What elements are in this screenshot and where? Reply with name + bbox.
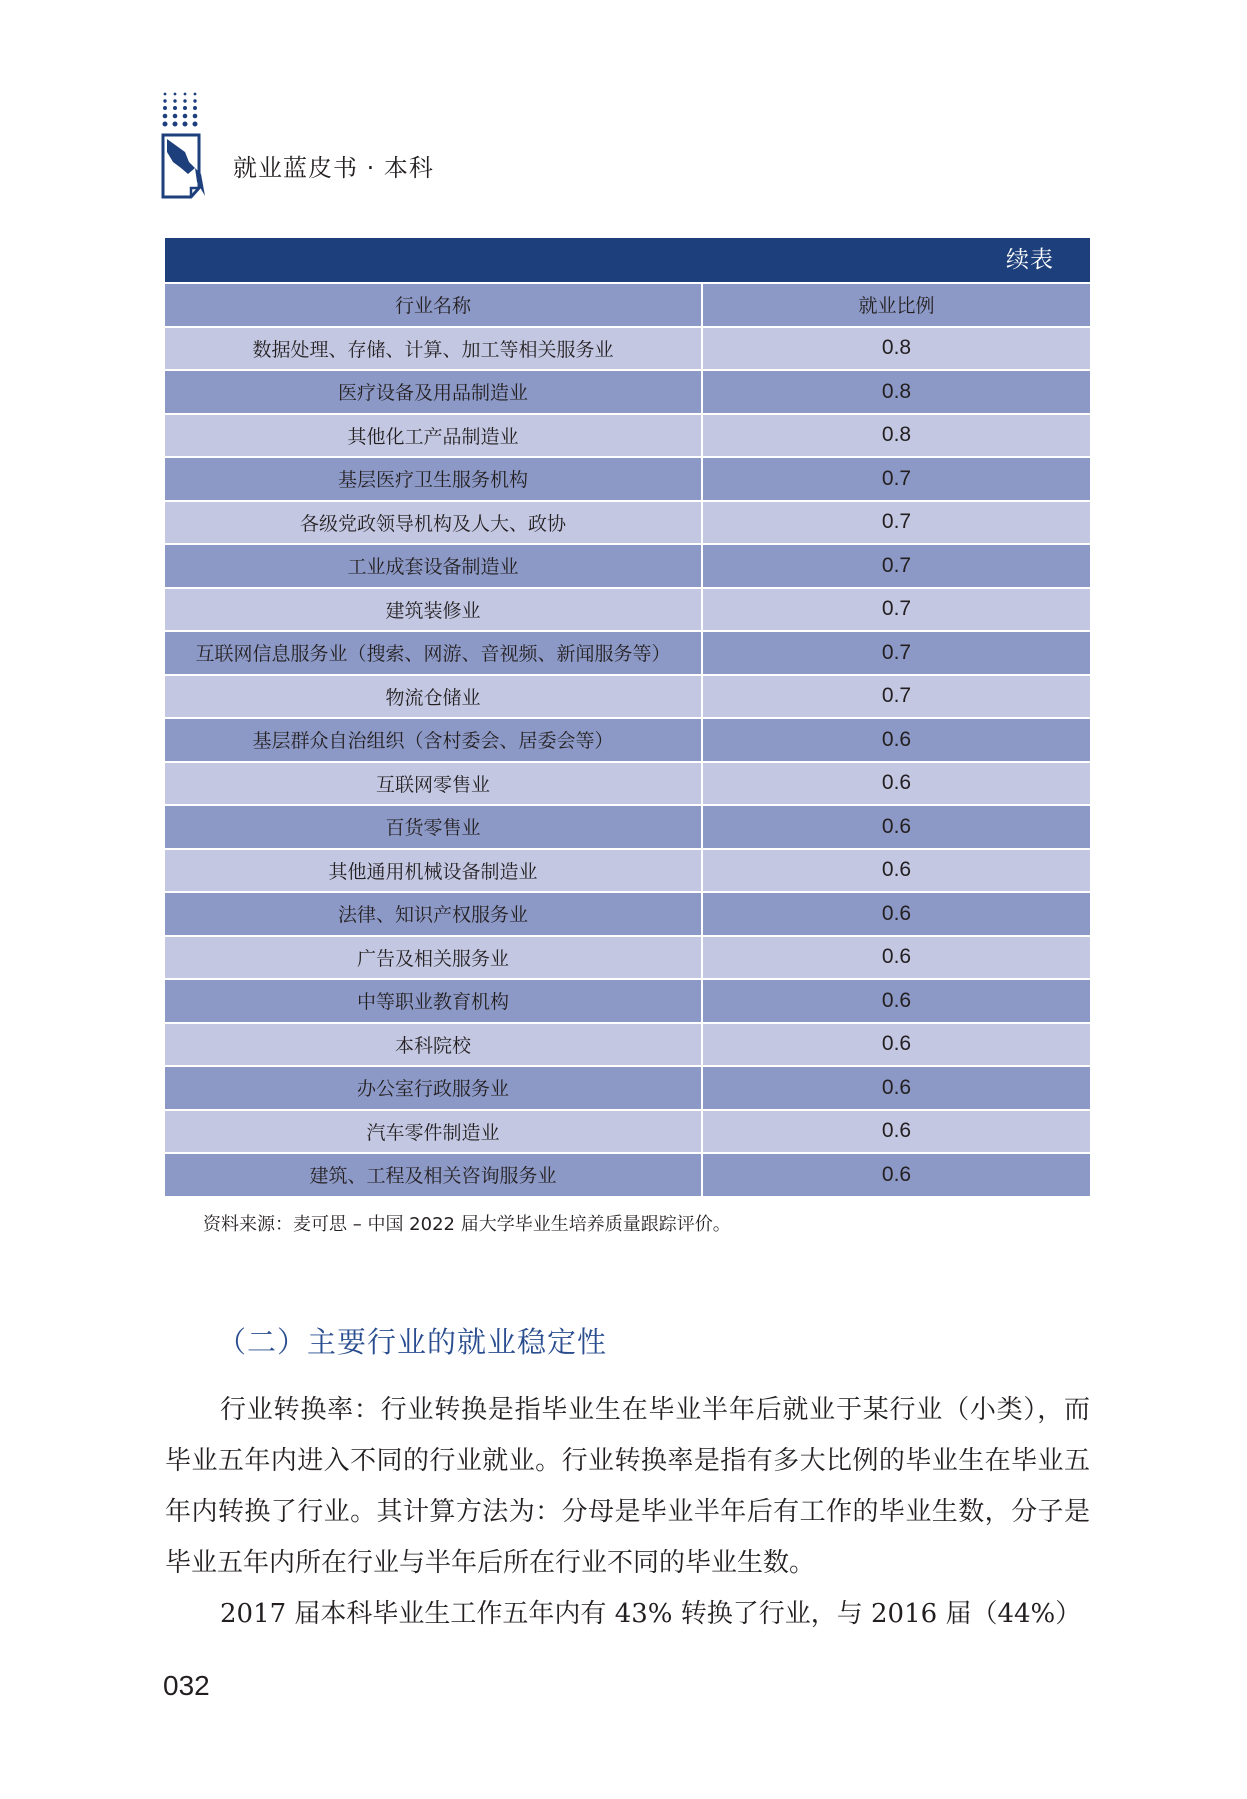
table-row [165,1066,1090,1110]
industry-name-cell: 医疗设备及用品制造业 [165,370,702,414]
industry-name-cell: 办公室行政服务业 [165,1066,702,1110]
table-source-note: 资料来源：麦可思 – 中国 2022 届大学毕业生培养质量跟踪评价。 [203,1214,731,1235]
industry-name-cell: 本科院校 [165,1023,702,1067]
employment-ratio-cell: 0.6 [702,892,1090,936]
table-row [165,1153,1090,1196]
industry-name-cell: 法律、知识产权服务业 [165,892,702,936]
employment-ratio-cell: 0.6 [702,849,1090,893]
employment-ratio-cell: 0.6 [702,936,1090,980]
industry-name-cell: 互联网信息服务业（搜索、网游、音视频、新闻服务等） [165,631,702,675]
column-header-industry: 行业名称 [165,283,702,327]
book-series-logo [161,92,211,200]
table-row [165,370,1090,414]
table-header-row [165,283,1090,327]
employment-ratio-cell: 0.6 [702,1110,1090,1154]
industry-name-cell: 工业成套设备制造业 [165,544,702,588]
industry-name-cell: 中等职业教育机构 [165,979,702,1023]
book-series-title: 就业蓝皮书 · 本科 [233,154,434,182]
industry-name-cell: 各级党政领导机构及人大、政协 [165,501,702,545]
table-row [165,892,1090,936]
employment-ratio-cell: 0.7 [702,675,1090,719]
employment-ratio-cell: 0.7 [702,588,1090,632]
table-row [165,588,1090,632]
table-row [165,501,1090,545]
employment-ratio-cell: 0.6 [702,805,1090,849]
table-row [165,675,1090,719]
table-row [165,718,1090,762]
industry-name-cell: 数据处理、存储、计算、加工等相关服务业 [165,327,702,371]
table-row [165,979,1090,1023]
table-row [165,544,1090,588]
column-header-ratio: 就业比例 [702,283,1090,327]
industry-name-cell: 基层群众自治组织（含村委会、居委会等） [165,718,702,762]
industry-name-cell: 百货零售业 [165,805,702,849]
industry-name-cell: 建筑、工程及相关咨询服务业 [165,1153,702,1196]
employment-ratio-cell: 0.6 [702,1066,1090,1110]
industry-employment-table [165,238,1090,1196]
employment-ratio-cell: 0.7 [702,457,1090,501]
paragraph: 行业转换率：行业转换是指毕业生在毕业半年后就业于某行业（小类），而毕业五年内进入不同的行业就业。行业转换率是指有多大比例的毕业生在毕业五年内转换了行业。其计算方法为：分母是毕业半年后有工作的毕业生数，分子是毕业五年内所在行业与半年后所在行业不同的毕业生数。 [165,1395,1090,1578]
table-row [165,457,1090,501]
table-row [165,849,1090,893]
table-row [165,936,1090,980]
industry-name-cell: 物流仓储业 [165,675,702,719]
employment-ratio-cell: 0.8 [702,327,1090,371]
employment-ratio-cell: 0.6 [702,718,1090,762]
table-row [165,327,1090,371]
industry-name-cell: 广告及相关服务业 [165,936,702,980]
employment-ratio-cell: 0.7 [702,501,1090,545]
table-row [165,805,1090,849]
page-number: 032 [163,1670,210,1701]
employment-ratio-cell: 0.8 [702,414,1090,458]
industry-name-cell: 其他通用机械设备制造业 [165,849,702,893]
table-row [165,631,1090,675]
employment-ratio-cell: 0.6 [702,1023,1090,1067]
paragraph: 2017 届本科毕业生工作五年内有 43% 转换了行业，与 2016 届（44%） [220,1599,1082,1629]
table-row [165,414,1090,458]
table-row [165,762,1090,806]
industry-name-cell: 其他化工产品制造业 [165,414,702,458]
employment-ratio-cell: 0.7 [702,544,1090,588]
employment-ratio-cell: 0.6 [702,762,1090,806]
table-body [165,282,1090,1196]
table-row [165,1023,1090,1067]
section-title: （二）主要行业的就业稳定性 [217,1325,608,1359]
employment-ratio-cell: 0.6 [702,979,1090,1023]
employment-ratio-cell: 0.7 [702,631,1090,675]
industry-name-cell: 互联网零售业 [165,762,702,806]
table-continued-label: 续表 [165,238,1090,282]
employment-ratio-cell: 0.8 [702,370,1090,414]
table-row [165,1110,1090,1154]
industry-name-cell: 基层医疗卫生服务机构 [165,457,702,501]
industry-name-cell: 汽车零件制造业 [165,1110,702,1154]
industry-name-cell: 建筑装修业 [165,588,702,632]
employment-ratio-cell: 0.6 [702,1153,1090,1196]
